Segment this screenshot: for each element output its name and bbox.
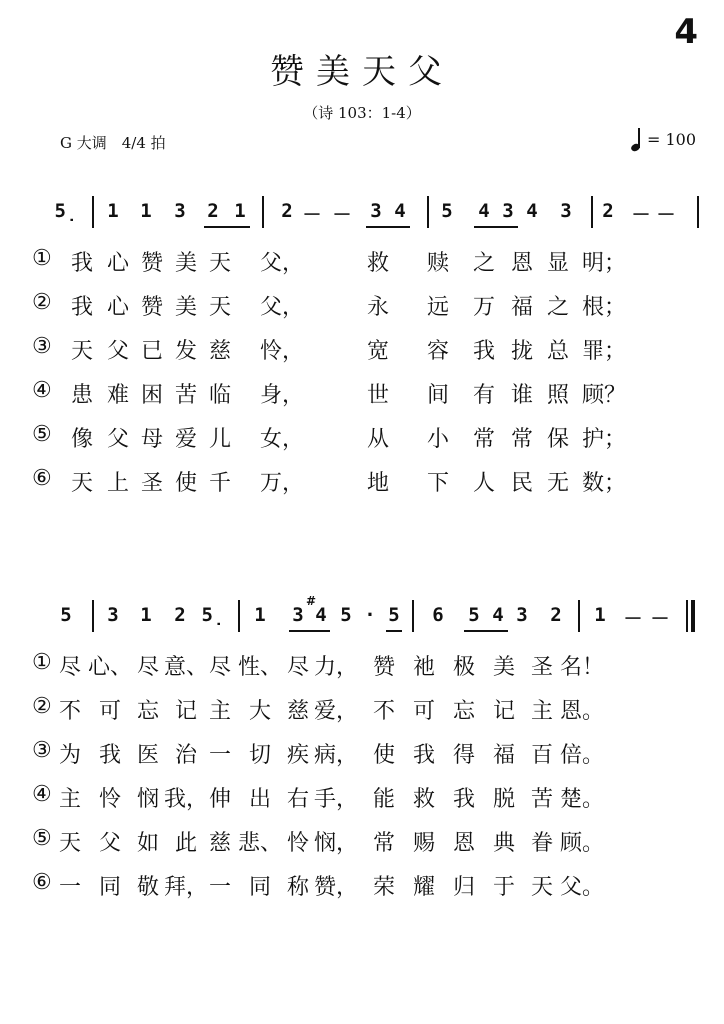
- lyric-syllable: 楚。: [559, 787, 605, 812]
- note: 4: [478, 200, 490, 222]
- lyric-syllable: 世: [366, 383, 390, 408]
- lyric-syllable: 宽: [366, 339, 390, 364]
- note: －: [656, 204, 676, 226]
- lyric-syllable: 得: [452, 743, 476, 768]
- lyric-syllable: 慈: [208, 831, 232, 856]
- note: 1: [594, 604, 606, 626]
- note: 5̣: [54, 200, 78, 222]
- note: 6: [432, 604, 444, 626]
- barline: [262, 196, 264, 228]
- lyric-syllable: 永: [366, 295, 390, 320]
- lyric-syllable: 显: [546, 251, 570, 276]
- lyric-syllable: 拢: [510, 339, 534, 364]
- lyric-syllable: 有: [472, 383, 496, 408]
- lyric-syllable: 儿: [208, 427, 232, 452]
- final-barline-thick: [691, 600, 695, 632]
- lyric-syllable: 护；: [581, 427, 627, 452]
- note: 4: [394, 200, 406, 222]
- beam-underline: [289, 630, 330, 632]
- note: 2: [550, 604, 562, 626]
- lyric-syllable: 赞，: [313, 875, 359, 900]
- note: －: [302, 204, 322, 226]
- lyric-syllable: 父，: [259, 295, 305, 320]
- note: 4: [492, 604, 504, 626]
- lyric-syllable: 脱: [492, 787, 516, 812]
- beam-underline: [474, 226, 518, 228]
- lyric-syllable: 父。: [559, 875, 605, 900]
- verse-number: ⑥: [32, 466, 52, 491]
- lyric-syllable: 之: [472, 251, 496, 276]
- lyric-syllable: 使: [372, 743, 396, 768]
- beam-underline: [204, 226, 250, 228]
- lyric-syllable: 怜: [286, 831, 310, 856]
- barline: [427, 196, 429, 228]
- lyric-syllable: 福: [510, 295, 534, 320]
- note: 1: [107, 200, 119, 222]
- lyric-syllable: 尽: [286, 655, 310, 680]
- lyric-syllable: 治: [174, 743, 198, 768]
- lyric-syllable: 意、: [163, 655, 209, 680]
- lyric-syllable: 拜，: [163, 875, 209, 900]
- lyric-syllable: 民: [510, 471, 534, 496]
- lyric-syllable: 天: [70, 471, 94, 496]
- lyric-syllable: 容: [426, 339, 450, 364]
- lyric-syllable: 慈: [208, 339, 232, 364]
- note: 1: [234, 200, 246, 222]
- lyric-syllable: 发: [174, 339, 198, 364]
- lyric-syllable: 主: [530, 699, 554, 724]
- lyric-syllable: 常: [510, 427, 534, 452]
- lyric-syllable: 性、: [237, 655, 283, 680]
- lyric-syllable: 父: [106, 427, 130, 452]
- verse-number: ①: [32, 650, 52, 675]
- lyric-syllable: 力，: [313, 655, 359, 680]
- lyric-syllable: 苦: [530, 787, 554, 812]
- note: 2: [602, 200, 614, 222]
- lyric-syllable: 保: [546, 427, 570, 452]
- verse-number: ⑤: [32, 826, 52, 851]
- verse-number: ②: [32, 694, 52, 719]
- lyric-syllable: 我: [412, 743, 436, 768]
- lyric-syllable: 忘: [136, 699, 160, 724]
- lyric-syllable: 主: [208, 699, 232, 724]
- lyric-syllable: 使: [174, 471, 198, 496]
- note: 3: [107, 604, 119, 626]
- lyric-syllable: 赐: [412, 831, 436, 856]
- lyric-syllable: 常: [372, 831, 396, 856]
- lyric-syllable: 名！: [559, 655, 605, 680]
- sharp-sign: #: [306, 594, 317, 608]
- note: 1: [140, 200, 152, 222]
- lyric-syllable: 祂: [412, 655, 436, 680]
- notation-line-2: [0, 594, 724, 640]
- key-and-meter: G 大调 4/4 拍: [60, 134, 166, 152]
- lyric-syllable: 从: [366, 427, 390, 452]
- lyric-syllable: 母: [140, 427, 164, 452]
- lyric-syllable: 远: [426, 295, 450, 320]
- note: 4: [315, 604, 327, 626]
- lyric-syllable: 右: [286, 787, 310, 812]
- lyric-syllable: 我: [70, 251, 94, 276]
- note: 1: [140, 604, 152, 626]
- lyric-syllable: 一: [208, 743, 232, 768]
- page-number: 4: [674, 12, 698, 52]
- lyric-syllable: 记: [492, 699, 516, 724]
- note: －: [650, 608, 670, 630]
- lyric-syllable: 父: [98, 831, 122, 856]
- verse-number: ④: [32, 378, 52, 403]
- lyric-syllable: 记: [174, 699, 198, 724]
- lyric-syllable: 福: [492, 743, 516, 768]
- lyric-syllable: 天: [58, 831, 82, 856]
- lyric-syllable: 悯，: [313, 831, 359, 856]
- lyric-syllable: 困: [140, 383, 164, 408]
- barline: [92, 600, 94, 632]
- lyric-syllable: 同: [248, 875, 272, 900]
- lyric-syllable: 身，: [259, 383, 305, 408]
- lyric-syllable: 根；: [581, 295, 627, 320]
- barline: [238, 600, 240, 632]
- lyric-syllable: 不: [58, 699, 82, 724]
- lyric-syllable: 赞: [140, 295, 164, 320]
- lyric-syllable: 一: [58, 875, 82, 900]
- lyric-syllable: 手，: [313, 787, 359, 812]
- lyric-syllable: 天: [208, 295, 232, 320]
- lyric-syllable: 父: [106, 339, 130, 364]
- lyric-syllable: 爱: [174, 427, 198, 452]
- lyric-syllable: 明；: [581, 251, 627, 276]
- lyric-syllable: 无: [546, 471, 570, 496]
- tempo-marking: [634, 128, 696, 149]
- lyric-syllable: 已: [140, 339, 164, 364]
- lyric-syllable: 可: [412, 699, 436, 724]
- note: 3: [516, 604, 528, 626]
- verse-number: ③: [32, 334, 52, 359]
- verse-number: ①: [32, 246, 52, 271]
- lyric-syllable: 主: [58, 787, 82, 812]
- lyric-syllable: 罪；: [581, 339, 627, 364]
- note: －: [631, 204, 651, 226]
- lyric-syllable: 恩: [452, 831, 476, 856]
- lyric-syllable: 数；: [581, 471, 627, 496]
- lyric-syllable: 上: [106, 471, 130, 496]
- lyric-syllable: 悯: [136, 787, 160, 812]
- note: －: [332, 204, 352, 226]
- note: 3: [502, 200, 514, 222]
- quarter-note-icon: [638, 128, 646, 148]
- lyric-syllable: 归: [452, 875, 476, 900]
- lyric-syllable: 切: [248, 743, 272, 768]
- lyric-syllable: 同: [98, 875, 122, 900]
- verse-number: ④: [32, 782, 52, 807]
- lyric-syllable: 美: [174, 251, 198, 276]
- lyric-syllable: 能: [372, 787, 396, 812]
- lyric-syllable: 常: [472, 427, 496, 452]
- lyric-syllable: 我: [452, 787, 476, 812]
- lyric-syllable: 忘: [452, 699, 476, 724]
- lyric-syllable: 天: [530, 875, 554, 900]
- lyric-syllable: 为: [58, 743, 82, 768]
- beam-underline: [366, 226, 410, 228]
- verse-number: ⑤: [32, 422, 52, 447]
- lyric-syllable: 人: [472, 471, 496, 496]
- lyric-syllable: 救: [366, 251, 390, 276]
- barline: [92, 196, 94, 228]
- note: 5: [388, 604, 400, 626]
- lyric-syllable: 下: [426, 471, 450, 496]
- lyric-syllable: 救: [412, 787, 436, 812]
- barline: [578, 600, 580, 632]
- note: 2: [281, 200, 293, 222]
- note: 5: [340, 604, 352, 626]
- lyric-syllable: 赞: [140, 251, 164, 276]
- barline: [591, 196, 593, 228]
- lyric-syllable: 地: [366, 471, 390, 496]
- lyric-syllable: 我，: [163, 787, 209, 812]
- lyric-syllable: 极: [452, 655, 476, 680]
- lyric-syllable: 患: [70, 383, 94, 408]
- lyric-syllable: 我: [98, 743, 122, 768]
- lyric-syllable: 医: [136, 743, 160, 768]
- lyric-syllable: 尽: [58, 655, 82, 680]
- lyric-syllable: 慈: [286, 699, 310, 724]
- lyric-syllable: 尽: [208, 655, 232, 680]
- lyric-syllable: 圣: [140, 471, 164, 496]
- barline: [412, 600, 414, 632]
- lyric-syllable: 悲、: [237, 831, 283, 856]
- lyric-syllable: 尽: [136, 655, 160, 680]
- lyric-syllable: 此: [174, 831, 198, 856]
- note: 5: [468, 604, 480, 626]
- lyric-syllable: 天: [208, 251, 232, 276]
- note: 4: [526, 200, 538, 222]
- lyric-syllable: 荣: [372, 875, 396, 900]
- lyric-syllable: 眷: [530, 831, 554, 856]
- lyric-syllable: 天: [70, 339, 94, 364]
- scripture-reference: （诗 103：1-4）: [303, 104, 421, 122]
- lyric-syllable: 出: [248, 787, 272, 812]
- lyric-syllable: 难: [106, 383, 130, 408]
- tempo-value: = 100: [646, 130, 696, 149]
- lyric-syllable: 恩。: [559, 699, 605, 724]
- note: －: [623, 608, 643, 630]
- notation-line-1: [0, 196, 724, 236]
- note: 5: [441, 200, 453, 222]
- lyric-syllable: 我: [472, 339, 496, 364]
- lyric-syllable: 间: [426, 383, 450, 408]
- lyric-syllable: 小: [426, 427, 450, 452]
- note: 3: [370, 200, 382, 222]
- lyric-syllable: 典: [492, 831, 516, 856]
- lyric-syllable: 父，: [259, 251, 305, 276]
- lyric-syllable: 心: [106, 251, 130, 276]
- note: 3: [174, 200, 186, 222]
- note: 5: [60, 604, 72, 626]
- lyric-syllable: 美: [492, 655, 516, 680]
- lyric-syllable: 万: [472, 295, 496, 320]
- note: 3: [292, 604, 304, 626]
- lyric-syllable: 敬: [136, 875, 160, 900]
- note: 2: [174, 604, 186, 626]
- lyric-syllable: 美: [174, 295, 198, 320]
- lyric-syllable: 耀: [412, 875, 436, 900]
- lyric-syllable: 照: [546, 383, 570, 408]
- lyric-syllable: 疾: [286, 743, 310, 768]
- lyric-syllable: 如: [136, 831, 160, 856]
- lyric-syllable: 赞: [372, 655, 396, 680]
- lyric-syllable: 怜，: [259, 339, 305, 364]
- lyric-syllable: 之: [546, 295, 570, 320]
- lyric-syllable: 苦: [174, 383, 198, 408]
- lyric-syllable: 大: [248, 699, 272, 724]
- lyric-syllable: 谁: [510, 383, 534, 408]
- lyric-syllable: 我: [70, 295, 94, 320]
- note: 2: [207, 200, 219, 222]
- lyric-syllable: 顾？: [581, 383, 627, 408]
- lyric-syllable: 心: [106, 295, 130, 320]
- lyric-syllable: 临: [208, 383, 232, 408]
- hymn-title: 赞美天父: [270, 52, 454, 92]
- lyric-syllable: 赎: [426, 251, 450, 276]
- lyric-syllable: 称: [286, 875, 310, 900]
- lyric-syllable: 病，: [313, 743, 359, 768]
- barline: [697, 196, 699, 228]
- lyric-syllable: 倍。: [559, 743, 605, 768]
- lyric-syllable: 伸: [208, 787, 232, 812]
- lyric-syllable: 于: [492, 875, 516, 900]
- lyric-syllable: 恩: [510, 251, 534, 276]
- lyric-syllable: 心、: [87, 655, 133, 680]
- lyric-syllable: 像: [70, 427, 94, 452]
- verse-number: ⑥: [32, 870, 52, 895]
- lyric-syllable: 千: [208, 471, 232, 496]
- lyric-syllable: 万，: [259, 471, 305, 496]
- note: 1: [254, 604, 266, 626]
- note: 3: [560, 200, 572, 222]
- final-barline-thin: [686, 600, 688, 632]
- verse-number: ②: [32, 290, 52, 315]
- lyric-syllable: 女，: [259, 427, 305, 452]
- lyric-syllable: 一: [208, 875, 232, 900]
- lyric-syllable: 圣: [530, 655, 554, 680]
- lyric-syllable: 顾。: [559, 831, 605, 856]
- lyric-syllable: 可: [98, 699, 122, 724]
- note: ·: [364, 604, 376, 626]
- lyric-syllable: 怜: [98, 787, 122, 812]
- lyric-syllable: 百: [530, 743, 554, 768]
- dotted-note-underline: [386, 630, 402, 632]
- verse-number: ③: [32, 738, 52, 763]
- note: 5̣: [201, 604, 225, 626]
- beam-underline: [464, 630, 508, 632]
- lyric-syllable: 爱，: [313, 699, 359, 724]
- lyric-syllable: 总: [546, 339, 570, 364]
- lyric-syllable: 不: [372, 699, 396, 724]
